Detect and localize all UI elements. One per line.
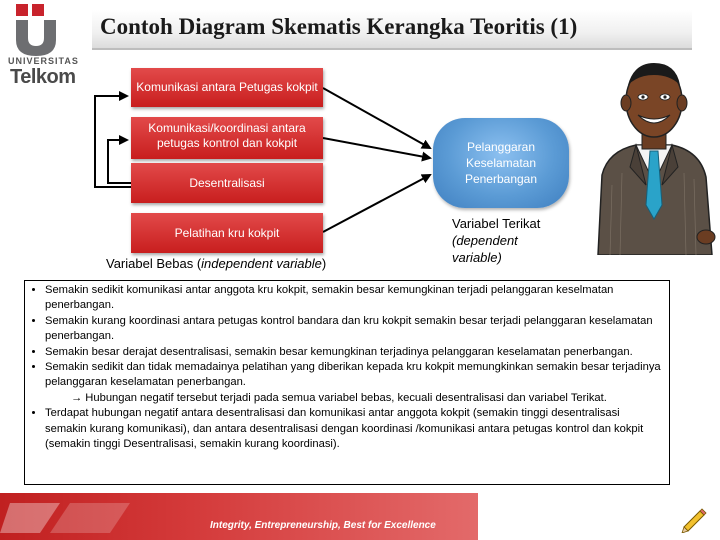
label-bebas-suffix: ): [321, 256, 327, 271]
label-variabel-terikat: [452, 215, 592, 266]
label-bebas-italic: independent variable: [201, 256, 322, 271]
arrow-box2-to-dependent: [323, 138, 430, 158]
logo-text-telkom: Telkom: [10, 66, 76, 88]
bullet-item: • Semakin kurang koordinasi antara petugas kontrol bandara dan kru kokpit semakin besar terjadi pelanggaran keselamatan penerbangan.: [45, 314, 663, 345]
footer-tagline: Integrity, Entrepreneurship, Best for Excellence: [210, 520, 436, 531]
dependent-box-label: Pelanggaran Keselamatan Penerbangan: [464, 140, 538, 186]
footer-logo-mark: [0, 493, 200, 540]
bullet-item: • Semakin besar derajat desentralisasi, semakin besar kemungkinan terjadinya pelanggaran keselamatan penerbangan.: [45, 345, 663, 360]
bullet-item-text: Semakin sedikit dan tidak memadainya pelatihan yang diberikan kepada kru kokpit memungkinkan semakin besar terjadinya pelanggaran keselamatan penerbangan.: [45, 361, 661, 389]
pencil-icon: [680, 505, 708, 533]
bullet-item: • Semakin sedikit komunikasi antar anggota kru kokpit, semakin besar kemungkinan terjadi pelanggaran keselmatan penerbangan.: [45, 283, 663, 314]
note-text: Hubungan negatif tersebut terjadi pada semua variabel bebas, kecuali desentralisasi dan variabel Terikat.: [85, 391, 607, 404]
slide-title: Contoh Diagram Skematis Kerangka Teoritis (1): [100, 14, 578, 39]
arrow-right-icon: →: [71, 391, 83, 404]
explanation-text-box: [24, 280, 670, 485]
businessman-illustration: [588, 55, 720, 255]
bullet-item: [45, 360, 663, 406]
label-bebas-prefix: Variabel Bebas (: [106, 256, 202, 271]
connector-desentralisasi-komunikasi: [95, 96, 131, 187]
box-pelatihan-kru: Pelatihan kru kokpit: [131, 213, 323, 253]
box-komunikasi-kokpit: Komunikasi antara Petugas kokpit: [131, 68, 323, 107]
arrow-box4-to-dependent: [323, 175, 430, 232]
label-terikat-line2: (dependent variable): [452, 233, 518, 265]
label-variabel-bebas: [106, 256, 326, 271]
explanation-list: [31, 283, 663, 452]
connector-desentralisasi-koordinasi: [108, 140, 131, 183]
box-pelanggaran-keselamatan: [433, 118, 569, 208]
box-desentralisasi: Desentralisasi: [131, 163, 323, 203]
arrow-box1-to-dependent: [323, 88, 430, 148]
note-line: [45, 391, 663, 406]
label-terikat-line1: Variabel Terikat: [452, 216, 541, 231]
box-koordinasi-kontrol: Komunikasi/koordinasi antara petugas kontrol dan kokpit: [131, 117, 323, 159]
logo-text-universitas: UNIVERSITAS: [8, 56, 79, 66]
bullet-item: • Terdapat hubungan negatif antara desentralisasi dan komunikasi antar anggota kokpit (semakin tinggi desentralisasi semakin kurang komunikasi), dan antara desentralisasi dengan koordinasi /komunikasi antara petugas kontrol dan kokpit (semakin tinggi Desentralisasi, semakin kurang koordinasi).: [45, 406, 663, 452]
